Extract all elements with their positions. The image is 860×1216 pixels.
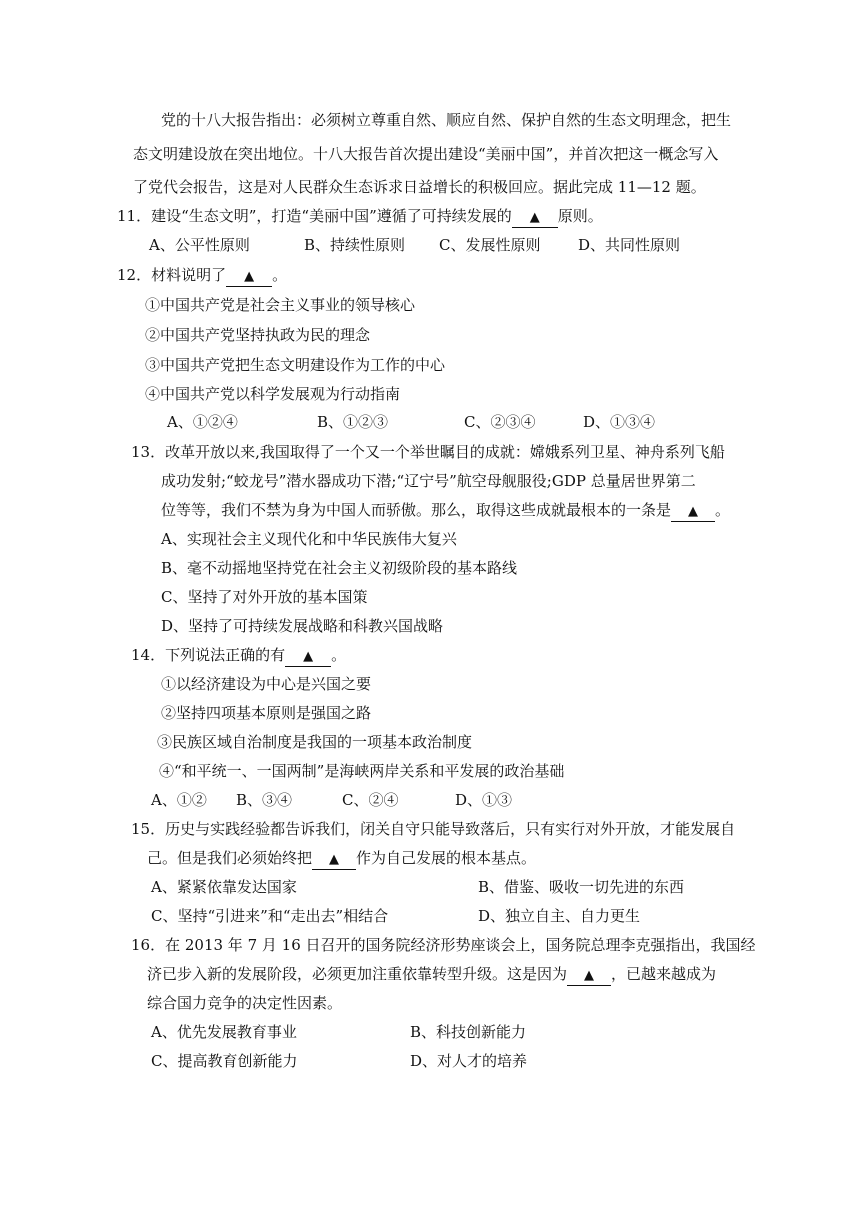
question-14-stem-before: 14．下列说法正确的有 [131, 646, 286, 664]
question-14-option-d: D、①③ [455, 791, 513, 809]
answer-blank: ▲ [285, 648, 331, 667]
intro-line-1: 党的十八大报告指出：必须树立尊重自然、顺应自然、保护自然的生态文明理念，把生 [161, 111, 732, 129]
intro-line-3: 了党代会报告，这是对人民群众生态诉求日益增长的积极回应。据此完成 11—12 题。 [133, 178, 706, 196]
question-16-line-2-after: ，已越来越成为 [611, 965, 717, 983]
question-11-option-b: B、持续性原则 [304, 236, 406, 254]
question-16-option-a: A、优先发展教育事业 [151, 1023, 297, 1041]
question-11-option-d: D、共同性原则 [578, 236, 681, 254]
question-11-stem-before: 11．建设“生态文明”，打造“美丽中国”遵循了可持续发展的 [117, 207, 512, 225]
answer-blank: ▲ [226, 268, 272, 287]
question-12-option-d: D、①③④ [583, 413, 656, 431]
question-15-line-2-after: 作为自己发展的根本基点。 [356, 849, 537, 867]
question-11-stem-after: 原则。 [557, 207, 603, 225]
question-14-stem [131, 645, 346, 667]
answer-blank: ▲ [512, 209, 558, 228]
question-15-option-b: B、借鉴、吸收一切先进的东西 [478, 878, 685, 896]
question-14-stem-after: 。 [331, 646, 347, 664]
question-14-option-c: C、②④ [342, 791, 399, 809]
question-11-stem [117, 206, 603, 228]
question-13-option-b: B、毫不动摇地坚持党在社会主义初级阶段的基本路线 [161, 559, 518, 577]
question-13-option-d: D、坚持了可持续发展战略和科教兴国战略 [161, 617, 444, 635]
question-16-option-b: B、科技创新能力 [410, 1023, 527, 1041]
question-12-stem [117, 265, 287, 287]
question-12-statement-3: ③中国共产党把生态文明建设作为工作的中心 [145, 356, 446, 374]
question-14-option-a: A、①② [151, 791, 207, 809]
question-14-statement-3: ③民族区域自治制度是我国的一项基本政治制度 [157, 733, 473, 751]
question-13-option-c: C、坚持了对外开放的基本国策 [161, 588, 368, 606]
question-12-stem-before: 12．材料说明了 [117, 266, 227, 284]
question-16-option-c: C、提高教育创新能力 [151, 1052, 298, 1070]
question-12-statement-4: ④中国共产党以科学发展观为行动指南 [145, 385, 401, 403]
question-16-line-3: 综合国力竞争的决定性因素。 [147, 994, 343, 1012]
question-13-option-a: A、实现社会主义现代化和中华民族伟大复兴 [161, 530, 457, 548]
question-16-line-1: 16．在 2013 年 7 月 16 日召开的国务院经济形势座谈会上，国务院总理李克强指出，我国经 [131, 936, 756, 954]
question-12-statement-1: ①中国共产党是社会主义事业的领导核心 [145, 296, 416, 314]
question-14-statement-4: ④“和平统一、一国两制”是海峡两岸关系和平发展的政治基础 [159, 762, 565, 780]
question-15-option-c: C、坚持“引进来”和“走出去”相结合 [151, 907, 389, 925]
question-15-option-d: D、独立自主、自力更生 [478, 907, 641, 925]
question-15-line-1: 15．历史与实践经验都告诉我们，闭关自守只能导致落后，只有实行对外开放，才能发展自 [131, 820, 736, 838]
question-14-option-b: B、③④ [236, 791, 293, 809]
question-14-statement-1: ①以经济建设为中心是兴国之要 [161, 675, 372, 693]
answer-blank: ▲ [671, 503, 715, 522]
question-12-option-c: C、②③④ [464, 413, 536, 431]
question-14-statement-2: ②坚持四项基本原则是强国之路 [161, 704, 372, 722]
question-13-line-3-after: 。 [715, 501, 731, 519]
question-15-line-2 [147, 848, 536, 870]
question-16-line-2 [147, 964, 716, 986]
question-16-line-2-before: 济已步入新的发展阶段，必须更加注重依靠转型升级。这是因为 [147, 965, 568, 983]
question-12-stem-after: 。 [272, 266, 288, 284]
question-11-option-c: C、发展性原则 [439, 236, 541, 254]
answer-blank: ▲ [567, 967, 611, 986]
question-15-line-2-before: 己。但是我们必须始终把 [147, 849, 313, 867]
question-12-statement-2: ②中国共产党坚持执政为民的理念 [145, 326, 371, 344]
question-13-line-3 [161, 500, 730, 522]
question-13-line-2: 成功发射;“蛟龙号”潜水器成功下潜;“辽宁号”航空母舰服役;GDP 总量居世界第二 [161, 472, 696, 490]
question-13-line-3-before: 位等等，我们不禁为身为中国人而骄傲。那么，取得这些成就最根本的一条是 [161, 501, 672, 519]
intro-line-2: 态文明建设放在突出地位。十八大报告首次提出建设“美丽中国”，并首次把这一概念写入 [133, 145, 719, 163]
question-12-option-a: A、①②④ [167, 413, 238, 431]
question-12-option-b: B、①②③ [317, 413, 389, 431]
answer-blank: ▲ [312, 851, 356, 870]
question-15-option-a: A、紧紧依靠发达国家 [151, 878, 297, 896]
question-13-line-1: 13．改革开放以来,我国取得了一个又一个举世瞩目的成就：嫦娥系列卫星、神舟系列飞船 [131, 443, 725, 461]
question-11-option-a: A、公平性原则 [149, 236, 250, 254]
question-16-option-d: D、对人才的培养 [410, 1052, 528, 1070]
